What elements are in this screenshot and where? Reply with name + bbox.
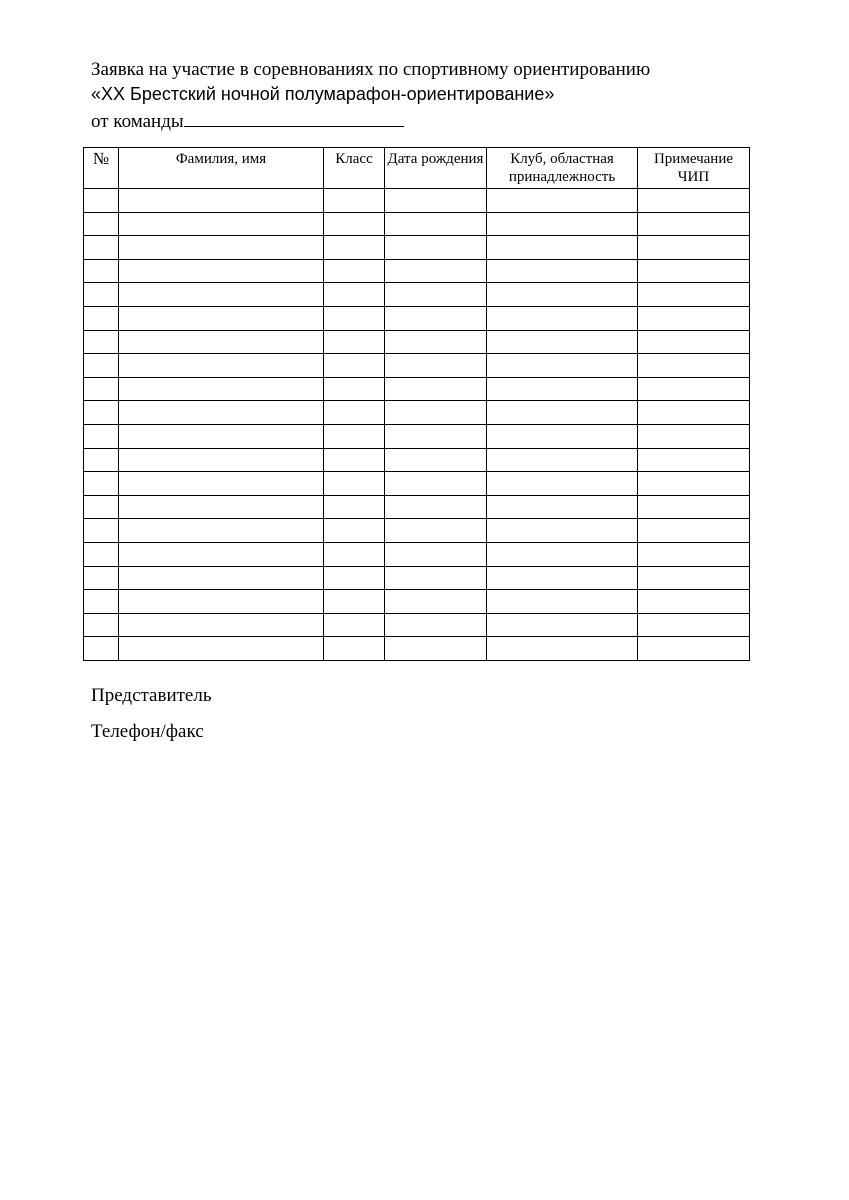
table-cell xyxy=(119,613,324,637)
table-cell xyxy=(638,472,750,496)
table-cell xyxy=(84,377,119,401)
table-cell xyxy=(487,472,638,496)
table-cell xyxy=(385,236,487,260)
table-cell xyxy=(324,495,385,519)
event-name: «XX Брестский ночной полумарафон-ориентирование» xyxy=(91,84,555,104)
table-cell xyxy=(84,472,119,496)
table-row xyxy=(84,354,750,378)
table-row xyxy=(84,542,750,566)
table-cell xyxy=(324,519,385,543)
table-cell xyxy=(487,566,638,590)
phone-fax-label: Телефон/факс xyxy=(91,721,204,742)
table-cell xyxy=(638,259,750,283)
table-cell xyxy=(487,354,638,378)
table-cell xyxy=(324,283,385,307)
table-cell xyxy=(119,212,324,236)
table-cell xyxy=(638,566,750,590)
table-row xyxy=(84,283,750,307)
table-cell xyxy=(84,448,119,472)
table-cell xyxy=(487,495,638,519)
table-row xyxy=(84,472,750,496)
table-cell xyxy=(119,330,324,354)
table-cell xyxy=(385,283,487,307)
table-row xyxy=(84,566,750,590)
table-cell xyxy=(487,283,638,307)
table-cell xyxy=(119,495,324,519)
table-cell xyxy=(119,354,324,378)
table-cell xyxy=(638,519,750,543)
table-cell xyxy=(385,330,487,354)
table-cell xyxy=(84,495,119,519)
table-cell xyxy=(638,448,750,472)
table-cell xyxy=(119,306,324,330)
number-column-header: № xyxy=(84,148,119,189)
team-line xyxy=(91,106,791,134)
table-cell xyxy=(84,542,119,566)
table-row xyxy=(84,519,750,543)
table-cell xyxy=(324,472,385,496)
table-cell xyxy=(119,377,324,401)
table-cell xyxy=(119,472,324,496)
table-cell xyxy=(84,354,119,378)
table-row xyxy=(84,377,750,401)
table-cell xyxy=(385,306,487,330)
table-cell xyxy=(84,566,119,590)
table-cell xyxy=(487,424,638,448)
table-cell xyxy=(324,377,385,401)
table-cell xyxy=(84,613,119,637)
table-cell xyxy=(119,283,324,307)
table-row xyxy=(84,590,750,614)
table-cell xyxy=(638,590,750,614)
table-cell xyxy=(84,236,119,260)
table-cell xyxy=(638,424,750,448)
table-cell xyxy=(84,637,119,661)
team-name-blank xyxy=(184,106,404,127)
table-cell xyxy=(638,495,750,519)
table-cell xyxy=(385,495,487,519)
table-cell xyxy=(324,637,385,661)
table-cell xyxy=(487,236,638,260)
table-cell xyxy=(324,590,385,614)
table-cell xyxy=(84,212,119,236)
table-cell xyxy=(84,330,119,354)
note-chip-column-header: Примечание ЧИП xyxy=(638,148,750,189)
document-title: Заявка на участие в соревнованиях по спортивному ориентированию xyxy=(91,59,651,80)
table-cell xyxy=(385,424,487,448)
table-cell xyxy=(324,542,385,566)
table-cell xyxy=(638,354,750,378)
table-row xyxy=(84,330,750,354)
table-row xyxy=(84,495,750,519)
table-cell xyxy=(84,189,119,213)
table-cell xyxy=(324,566,385,590)
table-cell xyxy=(487,590,638,614)
table-cell xyxy=(84,401,119,425)
table-row xyxy=(84,637,750,661)
table-cell xyxy=(638,542,750,566)
table-cell xyxy=(84,283,119,307)
table-cell xyxy=(84,306,119,330)
table-row xyxy=(84,306,750,330)
table-cell xyxy=(385,401,487,425)
table-cell xyxy=(324,189,385,213)
table-cell xyxy=(385,637,487,661)
table-header xyxy=(84,148,750,189)
table-cell xyxy=(385,377,487,401)
table-cell xyxy=(324,259,385,283)
table-cell xyxy=(84,259,119,283)
table-cell xyxy=(119,448,324,472)
table-cell xyxy=(119,519,324,543)
table-cell xyxy=(385,472,487,496)
table-cell xyxy=(119,259,324,283)
table-cell xyxy=(638,613,750,637)
table-cell xyxy=(487,306,638,330)
document-header xyxy=(91,58,791,134)
table-cell xyxy=(119,424,324,448)
table-row xyxy=(84,613,750,637)
table-row xyxy=(84,212,750,236)
table-cell xyxy=(324,613,385,637)
table-cell xyxy=(487,401,638,425)
table-cell xyxy=(119,401,324,425)
representative-label: Представитель xyxy=(91,685,212,706)
table-row xyxy=(84,189,750,213)
table-cell xyxy=(487,330,638,354)
table-cell xyxy=(385,542,487,566)
table-cell xyxy=(324,236,385,260)
table-cell xyxy=(324,306,385,330)
table-cell xyxy=(324,354,385,378)
table-body xyxy=(84,189,750,661)
table-header-row xyxy=(84,148,750,189)
table-cell xyxy=(385,259,487,283)
table-cell xyxy=(385,566,487,590)
table-cell xyxy=(638,212,750,236)
table-row xyxy=(84,448,750,472)
table-cell xyxy=(487,259,638,283)
table-cell xyxy=(487,189,638,213)
table-cell xyxy=(487,637,638,661)
table-cell xyxy=(638,283,750,307)
table-cell xyxy=(385,448,487,472)
table-cell xyxy=(638,189,750,213)
table-cell xyxy=(487,448,638,472)
table-row xyxy=(84,401,750,425)
table-row xyxy=(84,259,750,283)
table-row xyxy=(84,236,750,260)
table-cell xyxy=(385,613,487,637)
table-cell xyxy=(487,542,638,566)
birthdate-column-header: Дата рождения xyxy=(385,148,487,189)
table-cell xyxy=(385,354,487,378)
table-cell xyxy=(487,377,638,401)
table-cell xyxy=(119,189,324,213)
table-cell xyxy=(487,613,638,637)
table-cell xyxy=(638,306,750,330)
table-cell xyxy=(638,330,750,354)
class-column-header: Класс xyxy=(324,148,385,189)
table-cell xyxy=(119,566,324,590)
table-cell xyxy=(324,212,385,236)
table-cell xyxy=(324,424,385,448)
table-cell xyxy=(119,236,324,260)
table-cell xyxy=(119,590,324,614)
table-cell xyxy=(324,448,385,472)
table-cell xyxy=(487,212,638,236)
club-column-header: Клуб, областная принадлежность xyxy=(487,148,638,189)
table-cell xyxy=(638,637,750,661)
name-column-header: Фамилия, имя xyxy=(119,148,324,189)
entry-table xyxy=(83,147,750,661)
table-cell xyxy=(638,236,750,260)
table-cell xyxy=(84,424,119,448)
table-cell xyxy=(638,377,750,401)
table-cell xyxy=(119,542,324,566)
table-cell xyxy=(84,590,119,614)
table-cell xyxy=(385,519,487,543)
table-cell xyxy=(385,212,487,236)
table-cell xyxy=(385,189,487,213)
table-cell xyxy=(638,401,750,425)
table-cell xyxy=(385,590,487,614)
table-cell xyxy=(119,637,324,661)
table-cell xyxy=(487,519,638,543)
table-row xyxy=(84,424,750,448)
table-cell xyxy=(324,330,385,354)
table-cell xyxy=(84,519,119,543)
team-label: от команды xyxy=(91,111,184,132)
table-cell xyxy=(324,401,385,425)
